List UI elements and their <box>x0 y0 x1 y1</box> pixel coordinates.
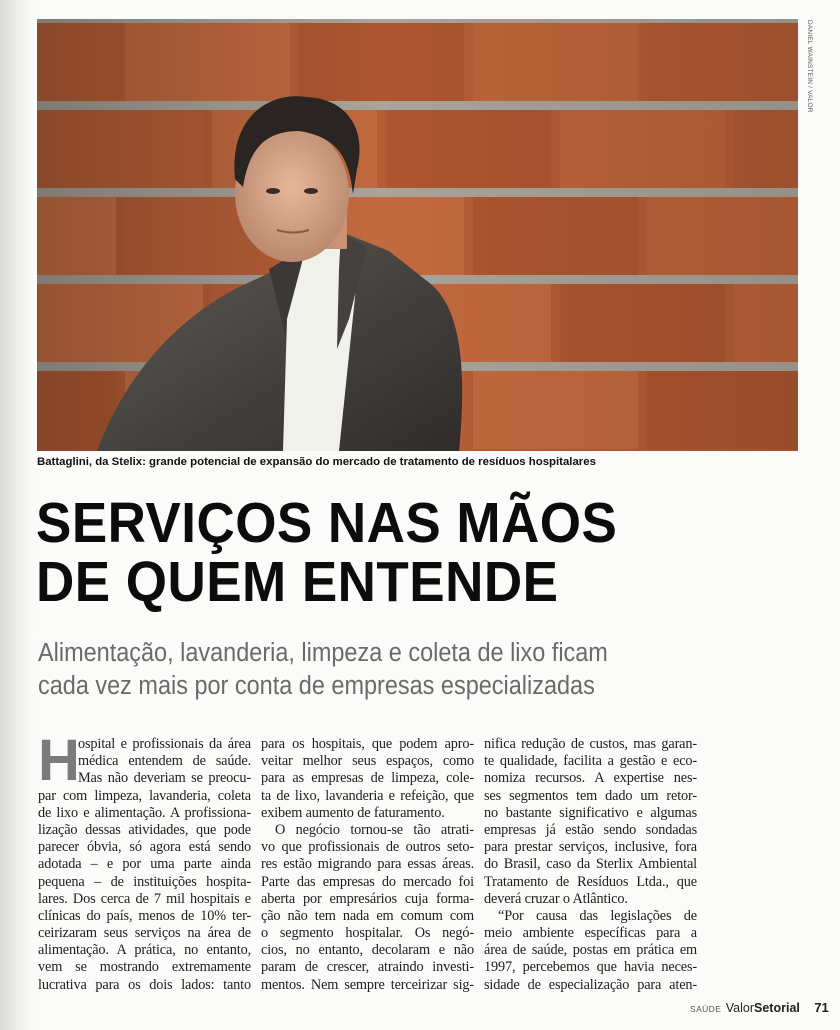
body-text-line: de lixo e alimentação. A profissiona- <box>38 804 251 821</box>
body-text-line: área de saúde, postas em prática em <box>484 942 697 959</box>
page-number: 71 <box>814 1000 829 1015</box>
body-text-line: ses segmentos tem dado um retor- <box>484 787 697 804</box>
footer-brand-light: Valor <box>725 1001 755 1015</box>
body-text-line: sidade de especialização para aten- <box>484 976 697 993</box>
page-footer <box>690 999 830 1019</box>
headline-line: SERVIÇOS NAS MÃOS <box>36 491 618 555</box>
body-text-line: cios, no entanto, decolaram e não <box>261 942 474 959</box>
body-text-line: clínicas do país, menos de 10% ter- <box>38 907 251 924</box>
body-text-line: 1997, percebemos que havia neces- <box>484 959 697 976</box>
footer-brand <box>726 1001 800 1015</box>
body-text-line: o segmento hospitalar. Os negó- <box>261 925 474 942</box>
body-text-line: ta de lixo, lavanderia e refeição, que <box>261 787 474 804</box>
body-text-line: no bastante significativo e algumas <box>484 804 697 821</box>
footer-section: SAÚDE <box>690 1004 722 1014</box>
body-text-line: do Brasil, caso da Sterlix Ambiental <box>484 856 697 873</box>
body-text-line: veitar melhor seus espaços, como <box>261 753 474 770</box>
body-text-line: para as empresas de limpeza, cole- <box>261 770 474 787</box>
body-text-line: Parte das empresas do mercado foi <box>261 873 474 890</box>
brick-wall-portrait-image <box>37 19 798 451</box>
body-text-line: Tratamento de Resíduos Ltda., que <box>484 873 697 890</box>
photo-credit: DANIEL WAINSTEIN / VALOR <box>806 20 813 113</box>
body-text-line: nomiza recursos. A expertise nes- <box>484 770 697 787</box>
page-spine-shadow <box>0 0 34 1030</box>
body-text-line: lucrativa para os dois lados: tanto <box>38 976 251 993</box>
body-text-line: te qualidade, facilita a gestão e eco- <box>484 753 697 770</box>
deck-line: Alimentação, lavanderia, limpeza e coleta de lixo ficam <box>38 639 608 667</box>
drop-cap: H <box>38 728 80 793</box>
body-column-2 <box>261 736 474 994</box>
body-text-line: alimentação. A prática, no entanto, <box>38 942 251 959</box>
body-text-line: vo que profissionais de outros seto- <box>261 839 474 856</box>
body-text-line: “Por causa das legislações de <box>498 907 697 924</box>
body-text-line: para os hospitais, que podem apro- <box>261 736 474 752</box>
body-text-line: para prestar serviços, inclusive, fora <box>484 839 697 856</box>
body-text-line: deverá cruzar o Atlântico. <box>484 890 628 907</box>
body-text-line: param de crescer, atraindo investi- <box>261 959 474 976</box>
body-text-line: nifica redução de custos, mas garan- <box>484 736 697 752</box>
footer-brand-bold: Setorial <box>754 1001 800 1015</box>
body-text-line: ospital e profissionais da área <box>78 736 251 752</box>
body-text-line: par com limpeza, lavanderia, coleta <box>38 787 251 804</box>
body-text-line: empresas já estão sendo sondadas <box>484 821 697 838</box>
body-text-line: lização dessas atividades, que pode <box>38 821 251 838</box>
deck-line: cada vez mais por conta de empresas especializadas <box>38 672 595 700</box>
article-subheadline <box>38 637 737 703</box>
photo-caption: Battaglini, da Stelix: grande potencial de expansão do mercado de tratamento de resíduos hospitalares <box>37 456 596 468</box>
body-text-line: ceirizaram seus serviços na área de <box>38 925 251 942</box>
body-text-line: médica entendem de saúde. <box>78 753 251 770</box>
article-headline <box>36 491 743 614</box>
body-text-line: Mas não deveriam se preocu- <box>78 770 251 787</box>
body-text-line: exibem aumento de faturamento. <box>261 804 445 821</box>
body-text-line: O negócio tornou-se tão atrati- <box>275 821 474 838</box>
body-text-line: ção não tem nada em comum com <box>261 907 474 924</box>
body-column-3 <box>484 736 697 994</box>
body-text-line: meio ambiente específicas para a <box>484 925 697 942</box>
body-text-line: parecer óbvia, só agora está sendo <box>38 839 251 856</box>
body-text-line: res estão migrando para essas áreas. <box>261 856 474 873</box>
body-text-line: adotada – e por uma parte ainda <box>38 856 251 873</box>
body-text-line: mentos. Nem sempre terceirizar sig- <box>261 976 474 993</box>
article-photo <box>37 19 798 451</box>
headline-line: DE QUEM ENTENDE <box>36 550 559 614</box>
body-text-line: vem se mostrando extremamente <box>38 959 251 976</box>
body-text-line: lares. Dos cerca de 7 mil hospitais e <box>38 890 251 907</box>
body-column-1 <box>38 728 251 994</box>
body-text-line: pequena – de instituições hospita- <box>38 873 251 890</box>
body-text-line: aberta por empresários cuja forma- <box>261 890 474 907</box>
